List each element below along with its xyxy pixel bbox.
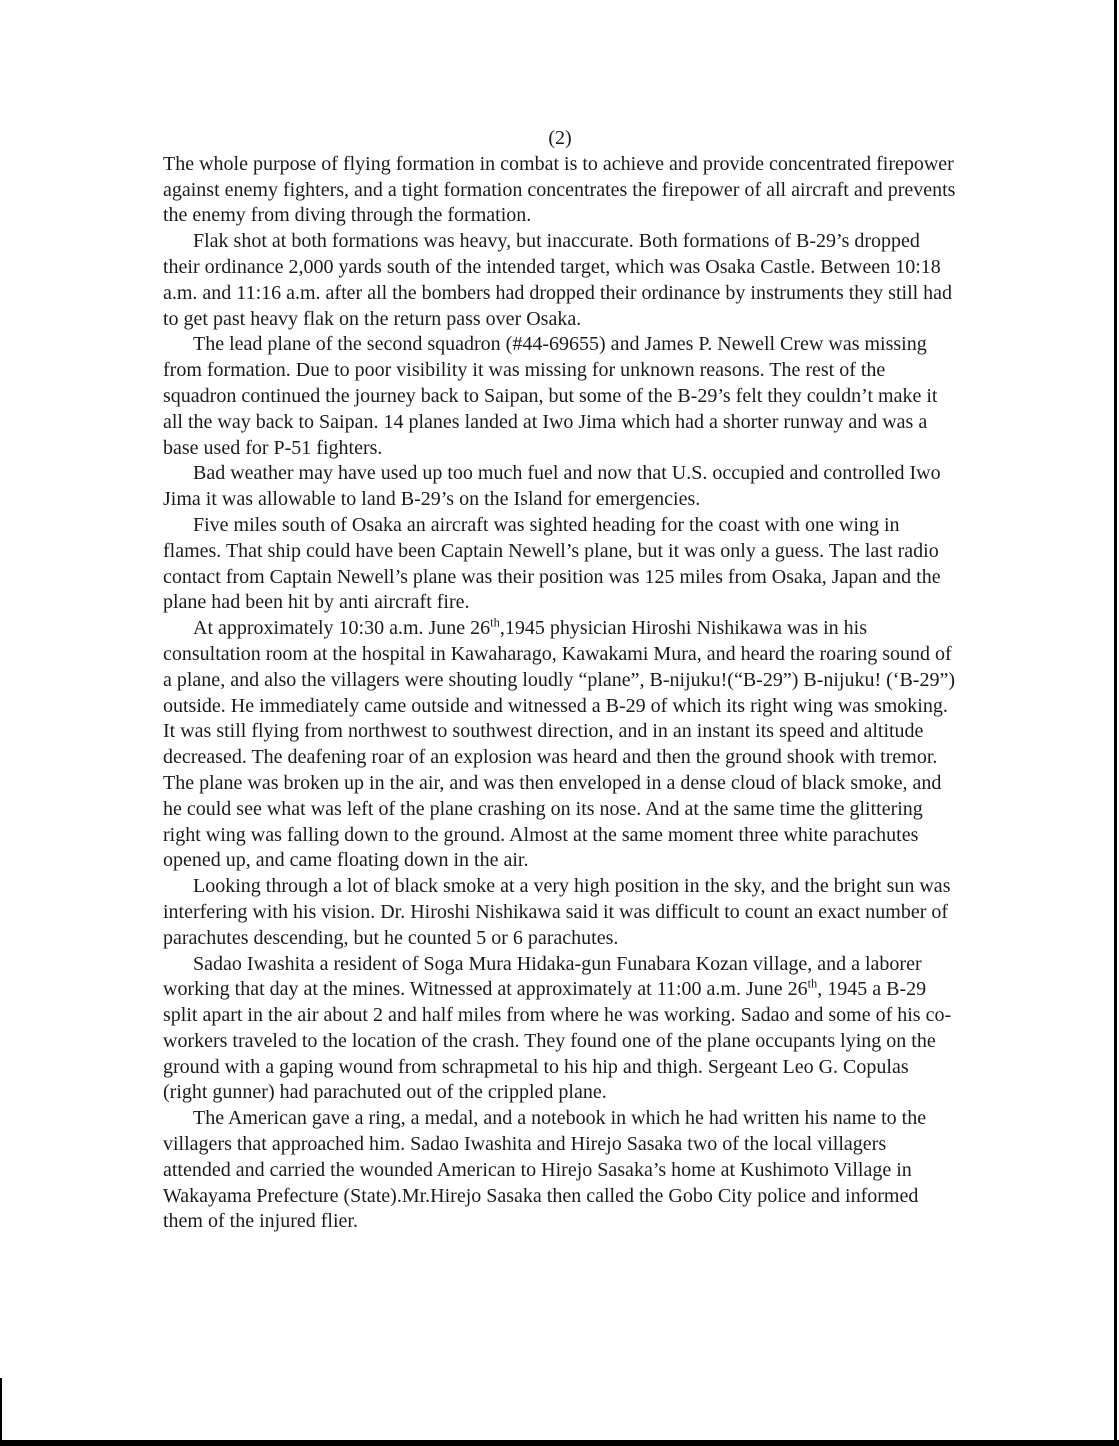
text-run: At approximately 10:30 a.m. June 26 [193, 617, 491, 640]
text-run: Sadao Iwashita a resident of Soga Mura Hidaka-gun Funabara Kozan village, and a laborer working that day at the mines. Witnessed at approximately at 11:00 a.m. June 26 [163, 952, 922, 1001]
paragraph [163, 152, 957, 229]
text-run: The American gave a ring, a medal, and a notebook in which he had written his name to the villagers that approached him. Sadao Iwashita and Hirejo Sasaka two of the local villagers attended and carried the wounded American to Hirejo Sasaka’s home at Kushimoto Village in Wakayama Prefecture (State).Mr.Hirejo Sasaka then called the Gobo City police and informed them of the injured flier. [163, 1107, 927, 1233]
text-run: Flak shot at both formations was heavy, but inaccurate. Both formations of B-29’s dropped their ordinance 2,000 yards south of the intended target, which was Osaka Castle. Between 10:18 a.m. and 11:16 a.m. after all the bombers had dropped their ordinance by instruments they still had to get past heavy flak on the return pass over Osaka. [163, 230, 953, 330]
text-run: Five miles south of Osaka an aircraft was sighted heading for the coast with one wing in flames. That ship could have been Captain Newell’s plane, but it was only a guess. The last radio contact from Captain Newell’s plane was their position was 125 miles from Osaka, Japan and the plane had been hit by anti aircraft fire. [163, 513, 941, 614]
paragraph [163, 616, 957, 874]
text-run: Bad weather may have used up too much fuel and now that U.S. occupied and controlled Iwo Jima it was allowable to land B-29’s on the Island for emergencies. [163, 462, 941, 511]
text-run: Looking through a lot of black smoke at a very high position in the sky, and the bright sun was interfering with his vision. Dr. Hiroshi Nishikawa said it was difficult to count an exact number of parachutes descending, but he counted 5 or 6 parachutes. [163, 875, 951, 949]
scan-edge-bottom [0, 1440, 1119, 1446]
paragraph [163, 1106, 957, 1235]
paragraph [163, 461, 957, 513]
text-run: The lead plane of the second squadron (#44-69655) and James P. Newell Crew was missing from formation. Due to poor visibility it was missing for unknown reasons. The rest of the squadron continued the journey back to Saipan, but some of the B-29’s felt they couldn’t make it all the way back to Saipan. 14 planes landed at Iwo Jima which had a shorter runway and was a base used for P-51 fighters. [163, 333, 938, 459]
scan-edge-left-lower [0, 1378, 2, 1446]
document-body [163, 152, 957, 1235]
paragraph [163, 874, 957, 951]
paragraph [163, 332, 957, 461]
text-run: ,1945 physician Hiroshi Nishikawa was in his consultation room at the hospital in Kawaharago, Kawakami Mura, and heard the roaring sound of a plane, and also the villagers were shouting loudly “plane”, B-nijuku!(“B-29”) B-nijuku! (‘B-29”) outside. He immediately came outside and witnessed a B-29 of which its right wing was smoking. It was still flying from northwest to southwest direction, and in an instant its speed and altitude decreased. The deafening roar of an explosion was heard and then the ground shook with tremor. The plane was broken up in the air, and was then enveloped in a dense cloud of black smoke, and he could see what was left of the plane crashing on its nose. And at the same time the glittering right wing was falling down to the ground. Almost at the same moment three white parachutes opened up, and came floating down in the air. [163, 617, 955, 872]
document-content [163, 126, 957, 1235]
superscript-ordinal: th [490, 615, 500, 630]
page-number: (2) [548, 127, 572, 149]
text-run: The whole purpose of flying formation in combat is to achieve and provide concentrated firepower against enemy fighters, and a tight formation concentrates the firepower of all aircraft and prevents the enemy from diving through the formation. [163, 152, 956, 227]
superscript-ordinal: th [807, 976, 818, 991]
paragraph [163, 952, 957, 1107]
scan-edge-right [1114, 0, 1117, 1446]
paragraph [163, 229, 957, 332]
text-run: , 1945 a B-29 split apart in the air about 2 and half miles from where he was working. Sadao and some of his co-workers traveled to the location of the crash. They found one of the plane occupants lying on the ground with a gaping wound from schrapmetal to his hip and thigh. Sergeant Leo G. Copulas (right gunner) had parachuted out of the crippled plane. [163, 978, 952, 1104]
paragraph [163, 513, 957, 616]
